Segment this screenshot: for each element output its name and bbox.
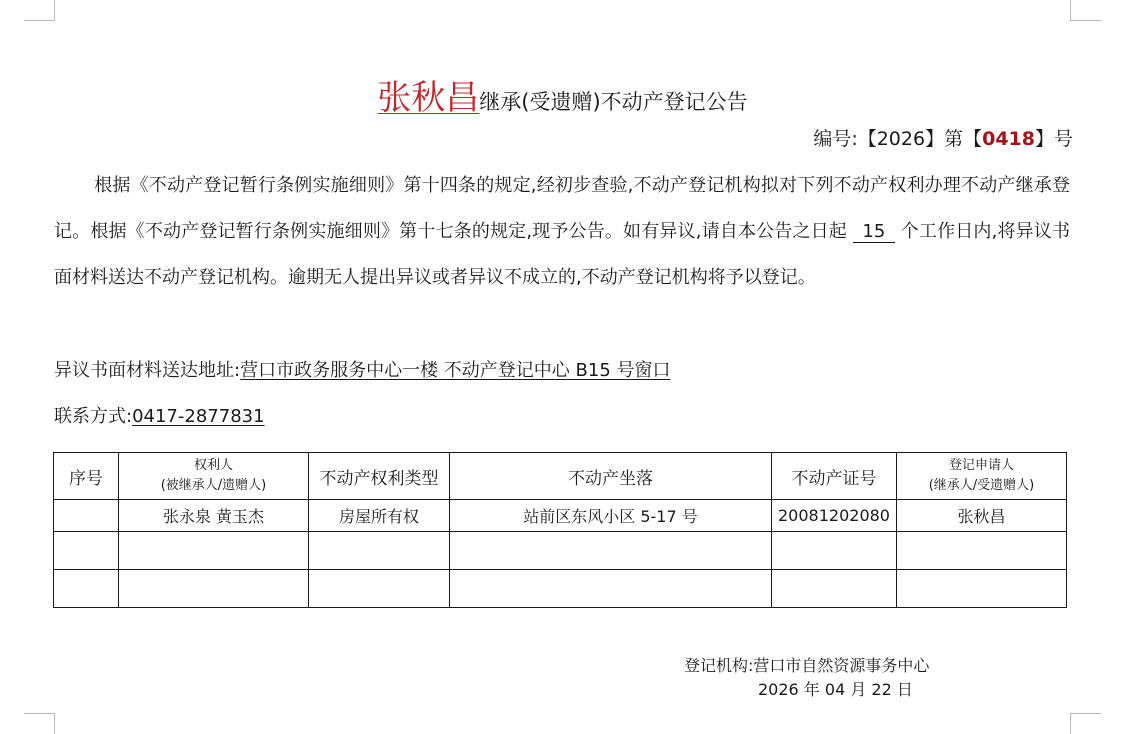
cell-cert-no: 20081202080 <box>772 500 897 532</box>
title-applicant-name: 张秋昌 <box>377 78 480 118</box>
header-right-type: 不动产权利类型 <box>309 453 450 500</box>
cell-seq <box>54 500 119 532</box>
table-row-empty <box>54 570 1067 608</box>
crop-mark-bottom-left <box>24 713 55 734</box>
document-number: 编号:【2026】第【0418】号 <box>813 128 1073 150</box>
header-applicant: 登记申请人 (继承人/受遗赠人) <box>897 453 1067 500</box>
header-cert-no: 不动产证号 <box>772 453 897 500</box>
objection-address: 异议书面材料送达地址:营口市政务服务中心一楼 不动产登记中心 B15 号窗口 <box>54 360 671 381</box>
cell-location: 站前区东风小区 5-17 号 <box>450 500 772 532</box>
notice-body-part2: 个工作日内,将异议书面材料送达不动产登记机构。逾期无人提出异议或者异议不成立的,不动产登记机构将予以登记。 <box>54 221 1070 288</box>
crop-mark-top-left <box>24 0 55 21</box>
notice-body-part1: 根据《不动产登记暂行条例实施细则》第十四条的规定,经初步查验,不动产登记机构拟对下列不动产权利办理不动产继承登记。根据《不动产登记暂行条例实施细则》第十七条的规定,现予公告。如有异议,请自本公告之日起 <box>54 175 1070 242</box>
contact-phone: 0417-2877831 <box>132 406 265 427</box>
header-rights-holder: 权利人 (被继承人/遗赠人) <box>119 453 309 500</box>
title-text: 继承(受遗赠)不动产登记公告 <box>479 90 748 114</box>
header-location: 不动产坐落 <box>450 453 772 500</box>
cell-rights-holder: 张永泉 黄玉杰 <box>119 500 309 532</box>
crop-mark-top-right <box>1070 0 1101 21</box>
cell-right-type: 房屋所有权 <box>309 500 450 532</box>
document-serial: 0418 <box>982 128 1035 150</box>
table-row <box>54 500 1067 532</box>
objection-address-value: 营口市政务服务中心一楼 不动产登记中心 B15 号窗口 <box>240 360 671 381</box>
notice-date: 2026 年 04 月 22 日 <box>758 680 913 699</box>
objection-days: 15 <box>853 222 895 243</box>
contact-info: 联系方式:0417-2877831 <box>54 406 265 427</box>
registration-table <box>53 452 1067 608</box>
table-header-row <box>54 453 1067 500</box>
notice-body <box>54 163 1070 301</box>
document-year: 2026 <box>876 128 926 150</box>
page-title <box>0 70 1125 119</box>
cell-applicant: 张秋昌 <box>897 500 1067 532</box>
registration-authority: 登记机构:营口市自然资源事务中心 <box>684 656 930 675</box>
crop-mark-bottom-right <box>1070 713 1101 734</box>
header-seq: 序号 <box>54 453 119 500</box>
table-row-empty <box>54 532 1067 570</box>
